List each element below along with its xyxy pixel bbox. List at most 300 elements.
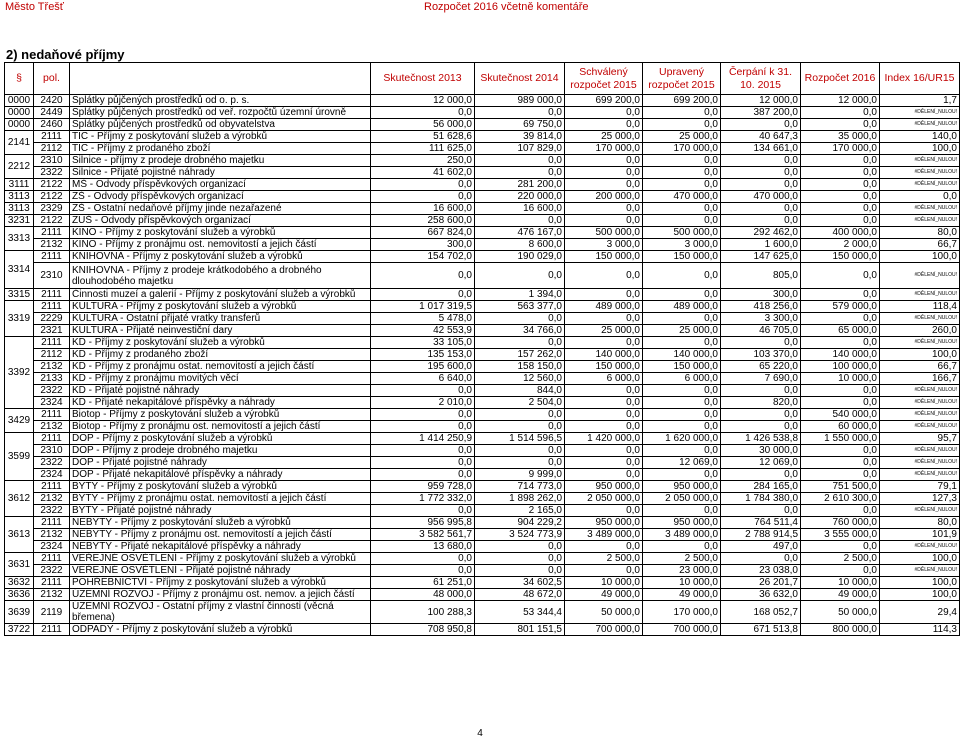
description-cell: MŠ - Odvody příspěvkových organizací [70,179,371,191]
table-row [5,433,960,445]
value-cell: 0,0 [801,289,880,301]
item-cell: 2119 [34,601,70,624]
description-cell: KD - Příjmy z prodaného zboží [70,349,371,361]
value-cell: 0,0 [643,469,721,481]
item-cell: 2111 [34,227,70,239]
value-cell: 46 705,0 [721,325,801,337]
description-cell: KD - Příjmy z pronájmu ostat. nemovitostí a jejich částí [70,361,371,373]
value-cell: 0,0 [565,215,643,227]
table-row [5,95,960,107]
value-cell: 100 000,0 [801,361,880,373]
value-cell: 0,0 [643,421,721,433]
item-cell: 2322 [34,457,70,469]
item-cell: 2310 [34,445,70,457]
item-cell: 2324 [34,469,70,481]
value-cell: 671 513,8 [721,624,801,636]
value-cell: 103 370,0 [721,349,801,361]
value-cell: 79,1 [880,481,960,493]
table-row [5,119,960,131]
value-cell: 281 200,0 [475,179,565,191]
paragraph-cell: 3612 [5,481,34,517]
table-row [5,263,960,289]
value-cell: 135 153,0 [371,349,475,361]
value-cell: #DĚLENÍ_NULOU! [880,541,960,553]
value-cell: 579 000,0 [801,301,880,313]
value-cell: 147 625,0 [721,251,801,263]
table-header [5,63,960,95]
value-cell: 9 999,0 [475,469,565,481]
value-cell: 150 000,0 [643,251,721,263]
value-cell: 258 600,0 [371,215,475,227]
value-cell: 1 550 000,0 [801,433,880,445]
item-cell: 2111 [34,517,70,529]
description-cell: KNIHOVNA - Příjmy z poskytování služeb a výrobků [70,251,371,263]
value-cell: 805,0 [721,263,801,289]
table-row [5,301,960,313]
item-cell: 2322 [34,167,70,179]
item-cell: 2111 [34,301,70,313]
value-cell: 3 300,0 [721,313,801,325]
value-cell: 0,0 [721,421,801,433]
description-cell: Činnosti muzeí a galerií - Příjmy z poskytování služeb a výrobků [70,289,371,301]
value-cell: 30 000,0 [721,445,801,457]
value-cell: 0,0 [643,385,721,397]
paragraph-cell: 3113 [5,191,34,203]
item-cell: 2310 [34,263,70,289]
value-cell: 0,0 [475,167,565,179]
description-cell: Splátky půjčených prostředků od o. p. s. [70,95,371,107]
value-cell: 10 000,0 [565,577,643,589]
value-cell: 3 489 000,0 [643,529,721,541]
value-cell: 470 000,0 [721,191,801,203]
item-cell: 2112 [34,143,70,155]
value-cell: 699 200,0 [565,95,643,107]
item-cell: 2111 [34,433,70,445]
value-cell: 157 262,0 [475,349,565,361]
value-cell: 3 582 561,7 [371,529,475,541]
value-cell: 140 000,0 [643,349,721,361]
item-cell: 2229 [34,313,70,325]
value-cell: 127,3 [880,493,960,505]
value-cell: #DĚLENÍ_NULOU! [880,565,960,577]
paragraph-cell: 2141 [5,131,34,155]
value-cell: 170 000,0 [643,143,721,155]
value-cell: 500 000,0 [565,227,643,239]
description-cell: KD - Příjmy z poskytování služeb a výrobků [70,337,371,349]
value-cell: 700 000,0 [565,624,643,636]
value-cell: 764 511,4 [721,517,801,529]
paragraph-cell: 0000 [5,107,34,119]
description-cell: DOP - Přijaté pojistné náhrady [70,457,371,469]
value-cell: 0,0 [880,191,960,203]
value-cell: 2 788 914,5 [721,529,801,541]
value-cell: 0,0 [475,553,565,565]
value-cell: 0,0 [721,179,801,191]
table-row [5,349,960,361]
value-cell: 0,0 [371,289,475,301]
value-cell: 36 632,0 [721,589,801,601]
value-cell: 0,0 [801,385,880,397]
value-cell: 23 000,0 [643,565,721,577]
paragraph-cell: 3613 [5,517,34,553]
value-cell: 959 728,0 [371,481,475,493]
table-row [5,397,960,409]
value-cell: 0,0 [475,565,565,577]
value-cell: 2 010,0 [371,397,475,409]
value-cell: 35 000,0 [801,131,880,143]
value-cell: 10 000,0 [643,577,721,589]
value-cell: 0,0 [565,409,643,421]
value-cell: 51 628,6 [371,131,475,143]
table-row [5,481,960,493]
value-cell: 0,0 [643,119,721,131]
value-cell: 26 201,7 [721,577,801,589]
value-cell: 0,0 [801,203,880,215]
description-cell: KNIHOVNA - Příjmy z prodeje krátkodobého a drobného dlouhodobého majetku [70,263,371,289]
description-cell: KULTURA - Ostatní přijaté vratky transferů [70,313,371,325]
col-header: Skutečnost 2014 [475,63,565,95]
value-cell: 708 950,8 [371,624,475,636]
value-cell: 25 000,0 [643,325,721,337]
value-cell: 2 500,0 [643,553,721,565]
value-cell: 1 600,0 [721,239,801,251]
item-cell: 2111 [34,409,70,421]
value-cell: 0,0 [475,409,565,421]
value-cell: 0,0 [643,155,721,167]
value-cell: 0,0 [801,565,880,577]
value-cell: 3 000,0 [643,239,721,251]
value-cell: 400 000,0 [801,227,880,239]
item-cell: 2111 [34,624,70,636]
value-cell: 0,0 [801,457,880,469]
value-cell: 6 000,0 [565,373,643,385]
paragraph-cell: 2212 [5,155,34,179]
value-cell: 2 610 300,0 [801,493,880,505]
value-cell: 0,0 [801,167,880,179]
value-cell: 0,0 [801,119,880,131]
item-cell: 2329 [34,203,70,215]
value-cell: 0,0 [643,505,721,517]
col-header: Upravený rozpočet 2015 [643,63,721,95]
value-cell: 0,0 [721,337,801,349]
value-cell: 284 165,0 [721,481,801,493]
table-row [5,541,960,553]
item-cell: 2132 [34,589,70,601]
col-header: pol. [34,63,70,95]
value-cell: 100,0 [880,251,960,263]
value-cell: 10 000,0 [801,373,880,385]
value-cell: 956 995,8 [371,517,475,529]
value-cell: 0,0 [565,155,643,167]
value-cell: 3 489 000,0 [565,529,643,541]
value-cell: 0,0 [801,313,880,325]
description-cell: BYTY - Přijaté pojistné náhrady [70,505,371,517]
item-cell: 2111 [34,553,70,565]
value-cell: 101,9 [880,529,960,541]
value-cell: 0,0 [475,107,565,119]
value-cell: 667 824,0 [371,227,475,239]
value-cell: 470 000,0 [643,191,721,203]
table-row [5,313,960,325]
value-cell: 95,7 [880,433,960,445]
value-cell: 0,0 [475,337,565,349]
value-cell: 111 625,0 [371,143,475,155]
item-cell: 2111 [34,131,70,143]
value-cell: 166,7 [880,373,960,385]
table-row [5,203,960,215]
value-cell: 0,0 [565,565,643,577]
col-header: Schválený rozpočet 2015 [565,63,643,95]
value-cell: 0,0 [565,397,643,409]
value-cell: 0,0 [801,155,880,167]
value-cell: 0,0 [371,263,475,289]
value-cell: 0,0 [643,409,721,421]
value-cell: 0,0 [801,337,880,349]
value-cell: 476 167,0 [475,227,565,239]
description-cell: KINO - Příjmy z poskytování služeb a výrobků [70,227,371,239]
description-cell: VEŘEJNÉ OSVĚTLENÍ - Přijaté pojistné náhrady [70,565,371,577]
table-row [5,493,960,505]
value-cell: #DĚLENÍ_NULOU! [880,445,960,457]
value-cell: 0,0 [565,337,643,349]
value-cell: 0,0 [565,167,643,179]
value-cell: 65 000,0 [801,325,880,337]
value-cell: 12 000,0 [721,95,801,107]
value-cell: #DĚLENÍ_NULOU! [880,457,960,469]
paragraph-cell: 3314 [5,251,34,289]
value-cell: #DĚLENÍ_NULOU! [880,179,960,191]
value-cell: 150 000,0 [565,251,643,263]
item-cell: 2111 [34,337,70,349]
paragraph-cell: 3599 [5,433,34,481]
value-cell: 2 504,0 [475,397,565,409]
description-cell: KD - Příjmy z pronájmu movitých věcí [70,373,371,385]
value-cell: 65 220,0 [721,361,801,373]
paragraph-cell: 3319 [5,301,34,337]
value-cell: 0,0 [475,313,565,325]
value-cell: 1 514 596,5 [475,433,565,445]
table-row [5,325,960,337]
value-cell: 0,0 [801,505,880,517]
value-cell: 66,7 [880,361,960,373]
value-cell: 53 344,4 [475,601,565,624]
item-cell: 2133 [34,373,70,385]
value-cell: 7 690,0 [721,373,801,385]
value-cell: 100 288,3 [371,601,475,624]
value-cell: 23 038,0 [721,565,801,577]
description-cell: NEBYTY - Příjmy z poskytování služeb a výrobků [70,517,371,529]
value-cell: 0,0 [721,167,801,179]
value-cell: 0,0 [371,421,475,433]
description-cell: NEBYTY - Přijaté nekapitálové příspěvky a náhrady [70,541,371,553]
table-row [5,624,960,636]
value-cell: 904 229,2 [475,517,565,529]
description-cell: VEŘEJNÉ OSVĚTLENÍ - Příjmy z poskytování služeb a výrobků [70,553,371,565]
value-cell: 1 394,0 [475,289,565,301]
table-row [5,191,960,203]
description-cell: ODPADY - Příjmy z poskytování služeb a výrobků [70,624,371,636]
description-cell: KINO - Příjmy z pronájmu ost. nemovitostí a jejich částí [70,239,371,251]
value-cell: 950 000,0 [643,517,721,529]
value-cell: #DĚLENÍ_NULOU! [880,107,960,119]
description-cell: NEBYTY - Příjmy z pronájmu ost. nemovitostí a jejich částí [70,529,371,541]
value-cell: 48 672,0 [475,589,565,601]
col-header: Čerpání k 31. 10. 2015 [721,63,801,95]
description-cell: Splátky půjčených prostředků od obyvatelstva [70,119,371,131]
value-cell: 0,0 [721,155,801,167]
col-header [70,63,371,95]
paragraph-cell: 3113 [5,203,34,215]
value-cell: 0,0 [643,167,721,179]
value-cell: 69 750,0 [475,119,565,131]
value-cell: 0,0 [565,385,643,397]
value-cell: #DĚLENÍ_NULOU! [880,505,960,517]
value-cell: 33 105,0 [371,337,475,349]
description-cell: ÚZEMNÍ ROZVOJ - Ostatní příjmy z vlastní činnosti (věcná břemena) [70,601,371,624]
value-cell: 140 000,0 [801,349,880,361]
description-cell: Biotop - Příjmy z poskytování služeb a výrobků [70,409,371,421]
table-row [5,445,960,457]
item-cell: 2132 [34,493,70,505]
paragraph-cell: 3392 [5,337,34,409]
description-cell: TIC - Příjmy z prodaného zboží [70,143,371,155]
value-cell: 0,0 [371,469,475,481]
value-cell: 60 000,0 [801,421,880,433]
paragraph-cell: 3315 [5,289,34,301]
paragraph-cell: 0000 [5,95,34,107]
paragraph-cell: 3231 [5,215,34,227]
value-cell: 0,0 [801,469,880,481]
value-cell: 150 000,0 [801,251,880,263]
table-row [5,409,960,421]
item-cell: 2322 [34,565,70,577]
value-cell: 0,0 [371,445,475,457]
value-cell: 168 052,7 [721,601,801,624]
value-cell: 2 165,0 [475,505,565,517]
value-cell: 49 000,0 [801,589,880,601]
value-cell: 0,0 [371,505,475,517]
value-cell: #DĚLENÍ_NULOU! [880,155,960,167]
item-cell: 2111 [34,481,70,493]
value-cell: 2 050 000,0 [565,493,643,505]
description-cell: TIC - Příjmy z poskytování služeb a výrobků [70,131,371,143]
description-cell: KULTURA - Příjmy z poskytování služeb a výrobků [70,301,371,313]
value-cell: 800 000,0 [801,624,880,636]
table-row [5,457,960,469]
value-cell: 0,0 [565,469,643,481]
value-cell: #DĚLENÍ_NULOU! [880,313,960,325]
value-cell: 0,0 [643,263,721,289]
value-cell: 100,0 [880,553,960,565]
value-cell: #DĚLENÍ_NULOU! [880,385,960,397]
value-cell: 12 000,0 [801,95,880,107]
item-cell: 2449 [34,107,70,119]
value-cell: 300,0 [371,239,475,251]
value-cell: 100,0 [880,349,960,361]
value-cell: 0,0 [801,541,880,553]
item-cell: 2122 [34,215,70,227]
value-cell: 0,0 [721,409,801,421]
value-cell: 0,0 [643,179,721,191]
value-cell: 300,0 [721,289,801,301]
value-cell: 0,0 [565,313,643,325]
value-cell: 0,0 [643,203,721,215]
description-cell: BYTY - Příjmy z pronájmu ostat. nemovitostí a jejich částí [70,493,371,505]
description-cell: DOP - Příjmy z prodeje drobného majetku [70,445,371,457]
item-cell: 2420 [34,95,70,107]
table-row [5,421,960,433]
description-cell: ZŠ - Ostatní nedaňové příjmy jinde nezařazené [70,203,371,215]
item-cell: 2112 [34,349,70,361]
value-cell: 1 620 000,0 [643,433,721,445]
value-cell: 563 377,0 [475,301,565,313]
value-cell: 250,0 [371,155,475,167]
table-row [5,179,960,191]
description-cell: Biotop - Příjmy z pronájmu ost. nemovitostí a jejich částí [70,421,371,433]
value-cell: 200 000,0 [565,191,643,203]
value-cell: #DĚLENÍ_NULOU! [880,337,960,349]
value-cell: 820,0 [721,397,801,409]
value-cell: 34 766,0 [475,325,565,337]
value-cell: 39 814,0 [475,131,565,143]
header-center: Rozpočet 2016 včetně komentáře [424,1,589,13]
table-row [5,337,960,349]
description-cell: Silnice - Přijaté pojistné náhrady [70,167,371,179]
item-cell: 2111 [34,289,70,301]
value-cell: 158 150,0 [475,361,565,373]
value-cell: 0,0 [643,289,721,301]
value-cell: 50 000,0 [801,601,880,624]
value-cell: 260,0 [880,325,960,337]
value-cell: #DĚLENÍ_NULOU! [880,397,960,409]
value-cell: 16 600,0 [371,203,475,215]
value-cell: 48 000,0 [371,589,475,601]
paragraph-cell: 3639 [5,601,34,624]
value-cell: 170 000,0 [801,143,880,155]
value-cell: 497,0 [721,541,801,553]
value-cell: 0,0 [565,421,643,433]
value-cell: 100,0 [880,589,960,601]
value-cell: 0,0 [475,457,565,469]
value-cell: 760 000,0 [801,517,880,529]
table-row [5,373,960,385]
value-cell: #DĚLENÍ_NULOU! [880,215,960,227]
value-cell: 118,4 [880,301,960,313]
value-cell: 0,0 [643,445,721,457]
value-cell: 0,0 [565,445,643,457]
table-row [5,529,960,541]
table-row [5,565,960,577]
header-left: Město Třešť [5,1,64,13]
value-cell: 134 661,0 [721,143,801,155]
value-cell: 2 000,0 [801,239,880,251]
value-cell: 25 000,0 [565,131,643,143]
value-cell: 0,0 [475,445,565,457]
value-cell: 0,0 [475,263,565,289]
value-cell: 170 000,0 [565,143,643,155]
paragraph-cell: 3429 [5,409,34,433]
table-row [5,239,960,251]
paragraph-cell: 3632 [5,577,34,589]
value-cell: 12 069,0 [721,457,801,469]
value-cell: 16 600,0 [475,203,565,215]
table-row [5,385,960,397]
value-cell: 699 200,0 [643,95,721,107]
value-cell: 0,0 [643,215,721,227]
value-cell: #DĚLENÍ_NULOU! [880,409,960,421]
description-cell: KULTURA - Přijaté neinvestiční dary [70,325,371,337]
value-cell: 34 602,5 [475,577,565,589]
